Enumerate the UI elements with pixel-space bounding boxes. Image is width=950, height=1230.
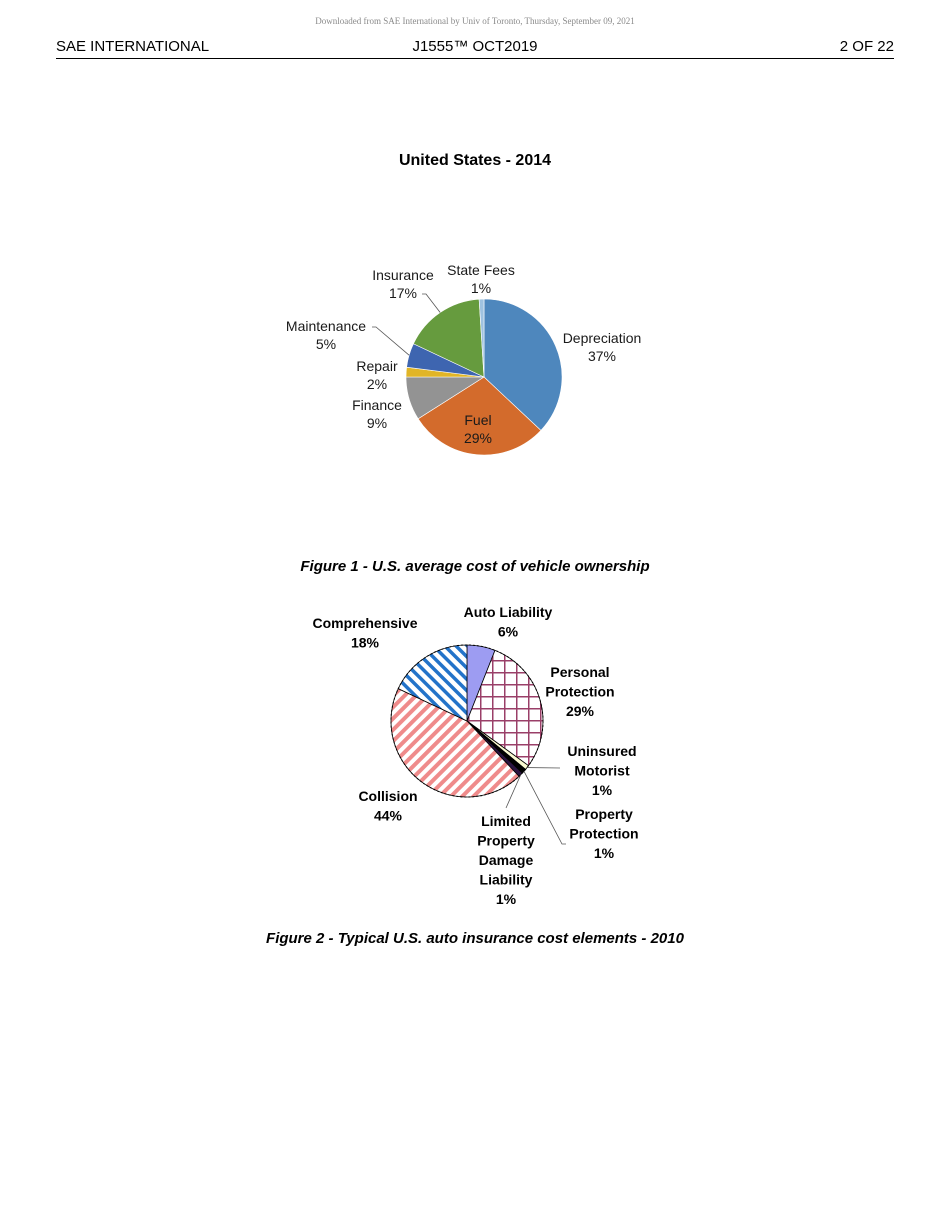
- chart1-label-maintenance: Maintenance 5%: [285, 318, 367, 352]
- chart2-label-comprehensive: Comprehensive 18%: [312, 615, 418, 651]
- chart2-label-collision: Collision 44%: [358, 788, 418, 824]
- chart1-label-depreciation: Depreciation 37%: [562, 330, 642, 364]
- chart2-label-auto-liability: Auto Liability 6%: [463, 604, 553, 640]
- running-head-doc-id: J1555™ OCT2019: [412, 38, 538, 55]
- chart2-label-property-protection: Property Protection 1%: [569, 806, 639, 861]
- download-note: Downloaded from SAE International by Univ of Toronto, Thursday, September 09, 2021: [315, 16, 635, 26]
- chart1-title: United States - 2014: [398, 152, 552, 169]
- running-head-page: 2 OF 22: [839, 38, 894, 55]
- chart1-leader-insurance: [422, 294, 440, 312]
- running-head-publisher: SAE INTERNATIONAL: [56, 38, 210, 55]
- chart1-label-insurance: Insurance 17%: [372, 267, 434, 301]
- chart2-insurance-pie: [0, 598, 950, 918]
- chart2-label-limited-property-damage-liability: Limited Property Damage Liability 1%: [477, 813, 535, 907]
- chart2-label-personal-protection: Personal Protection 29%: [545, 664, 615, 719]
- chart1-label-fuel: Fuel 29%: [463, 412, 493, 446]
- figure2-caption: Figure 2 - Typical U.S. auto insurance cost elements - 2010: [266, 930, 684, 947]
- chart2-label-uninsured-motorist: Uninsured Motorist 1%: [567, 743, 637, 798]
- figure1-caption: Figure 1 - U.S. average cost of vehicle ownership: [300, 558, 650, 575]
- running-head: [56, 38, 894, 59]
- chart1-leader-maintenance: [372, 327, 409, 355]
- chart1-vehicle-ownership-pie: [0, 240, 950, 500]
- chart1-label-finance: Finance 9%: [352, 397, 402, 431]
- chart1-label-state-fees: State Fees 1%: [447, 262, 515, 296]
- chart1-label-repair: Repair 2%: [356, 358, 398, 392]
